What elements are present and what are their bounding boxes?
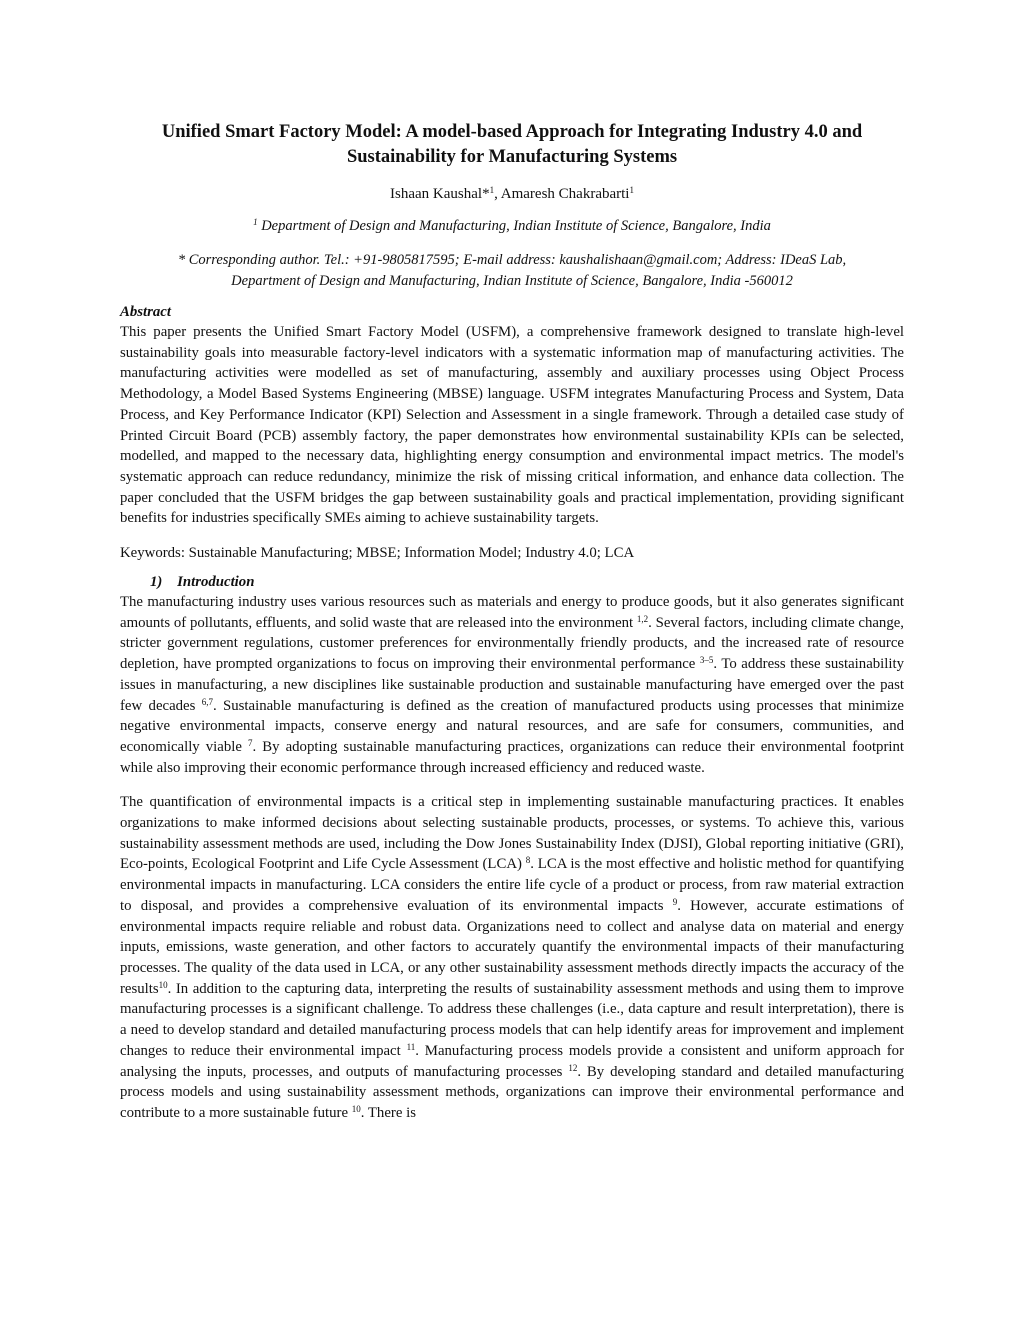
text-run: . However, accurate estimations of environmental impacts require reliable and robust data. Organizations need to collect and analyse data on material and energy inputs, emissions, waste generation, and other factors to accurately quantify the environmental impacts of their manufacturing processes. The quality of the data used in LCA, or any other sustainability assessment methods directly impacts the accuracy of the results [120, 897, 904, 997]
abstract-heading: Abstract [120, 304, 171, 320]
author-list [120, 184, 904, 204]
correspondence-line: Department of Design and Manufacturing, Indian Institute of Science, Bangalore, India -560012 [231, 272, 793, 289]
citation-ref: 7 [248, 737, 253, 748]
author-name: Amaresh Chakrabarti [500, 186, 630, 202]
text-run: . There is [360, 1104, 416, 1121]
citation-ref: 11 [406, 1041, 416, 1052]
intro-paragraph-2 [120, 792, 904, 1123]
title-line-2: Sustainability for Manufacturing Systems [346, 147, 678, 167]
paper-page [120, 120, 904, 1136]
correspondence-line: * Corresponding author. Tel.: +91-9805817595; E-mail address: kaushalishaan@gmail.com; Address: IDeaS Lab, [177, 252, 847, 268]
title-line-1: Unified Smart Factory Model: A model-based Approach for Integrating Industry 4.0 and [161, 122, 863, 142]
section-heading-introduction: 1) Introduction [150, 574, 255, 591]
text-run: . By developing standard and detailed manufacturing process models and using sustainability assessment methods, organizations can improve their environmental performance and contribute to a more sustainable future [120, 1063, 904, 1121]
text-run: The quantification of environmental impacts is a critical step in implementing sustainable manufacturing practices. It enables organizations to make informed decisions about selecting sustainable products, processes, or systems. To achieve this, various sustainability assessment methods are used, including the Dow Jones Sustainability Index (DJSI), Global reporting initiative (GRI), Eco-points, Ecological Footprint and Life Cycle Assessment (LCA) [120, 794, 904, 873]
citation-ref: 3–5 [699, 655, 714, 666]
author-name: Ishaan Kaushal* [390, 186, 490, 202]
citation-ref: 12 [568, 1062, 578, 1073]
citation-ref: 9 [672, 896, 678, 907]
citation-ref: 10 [351, 1103, 361, 1114]
citation-ref: 10 [158, 979, 168, 990]
text-run: . LCA is the most effective and holistic method for quantifying environmental impacts in manufacturing. LCA considers the entire life cycle of a product or process, from raw material extraction to disposal, and provides a comprehensive evaluation of its environmental impacts [120, 856, 904, 914]
author-separator: , [494, 186, 501, 202]
corresponding-author [120, 250, 904, 291]
citation-ref: 8 [525, 855, 531, 866]
citation-ref: 6,7 [201, 696, 213, 707]
affiliation-marker: 1 [489, 185, 495, 195]
text-run: . To address these sustainability issues in manufacturing, a new disciplines like sustainable production and sustainable manufacturing have emerged over the past few decades [120, 656, 905, 714]
text-run: . Several factors, including climate change, stricter government regulations, customer preferences for environmentally friendly products, and the increased rate of resource depletion, have prompted organizations to focus on improving their environmental performance [120, 614, 904, 673]
text-run: . Sustainable manufacturing is defined as the creation of manufactured products using processes that minimize negative environmental impacts, conserve energy and natural resources, and are safe for consumers, communities, and economically viable [120, 697, 904, 755]
affiliation-text: Department of Design and Manufacturing, Indian Institute of Science, Bangalore, India [257, 218, 771, 234]
text-run: . Manufacturing process models provide a consistent and uniform approach for analysing the inputs, processes, and outputs of manufacturing processes [120, 1042, 905, 1080]
text-run: . In addition to the capturing data, interpreting the results of sustainability assessment methods and using them to improve manufacturing processes is a significant challenge. To address these challenges (i.e., data capture and result interpretation), there is a need to develop standard and detailed manufacturing process models that can help identify areas for improvement and implement changes to reduce their environmental impact [120, 980, 904, 1059]
affiliation [120, 216, 904, 236]
affiliation-marker: 1 [253, 217, 258, 227]
intro-paragraph-1 [120, 592, 904, 778]
citation-ref: 1,2 [636, 613, 649, 624]
paper-title [120, 120, 904, 170]
keywords: Keywords: Sustainable Manufacturing; MBSE; Information Model; Industry 4.0; LCA [120, 545, 635, 562]
affiliation-marker: 1 [629, 185, 634, 195]
text-run: . By adopting sustainable manufacturing practices, organizations can reduce their environmental footprint while also improving their economic performance through increased efficiency and reduced waste. [120, 738, 905, 776]
text-run: The manufacturing industry uses various resources such as materials and energy to produce goods, but it also generates significant amounts of pollutants, effluents, and solid waste that are released into the environment [120, 594, 904, 631]
abstract-text: This paper presents the Unified Smart Factory Model (USFM), a comprehensive framework designed to translate high-level sustainability goals into measurable factory-level indicators with a systematic information map of manufacturing activities. The manufacturing activities were modelled as set of manufacturing, assembly and auxiliary processes using Object Process Methodology, a Model Based Systems Engineering (MBSE) language. USFM integrates Manufacturing Process and System, Data Process, and Key Performance Indicator (KPI) Selection and Assessment in a single framework. Through a detailed case study of Printed Circuit Board (PCB) assembly factory, the paper demonstrates how environmental sustainability KPIs can be selected, modelled, and mapped to the necessary data, highlighting energy consumption and environmental impact metrics. The model's systematic approach can reduce redundancy, minimize the risk of missing critical information, and enhance data collection. The paper concluded that the USFM bridges the gap between sustainability goals and practical implementation, providing significant benefits for industries specifically SMEs aiming to achieve sustainability targets. [120, 324, 904, 527]
